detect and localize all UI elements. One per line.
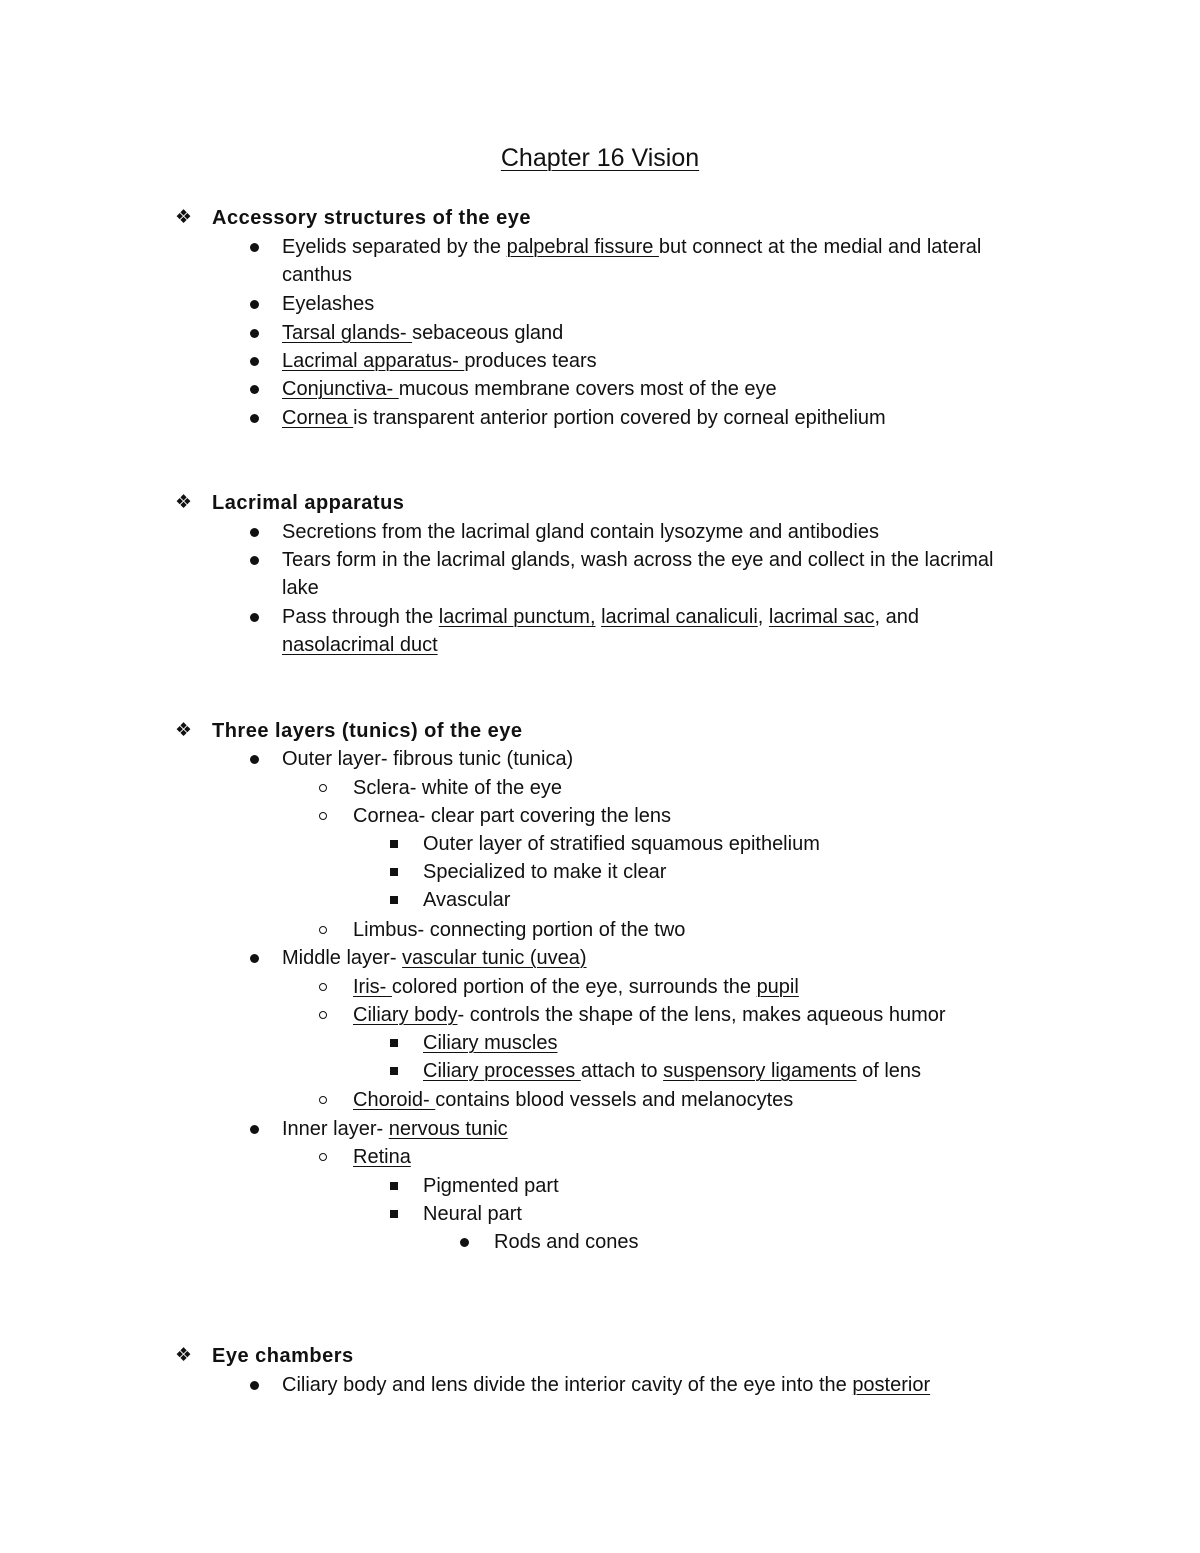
list-item: Secretions from the lacrimal gland contain lysozyme and antibodies xyxy=(282,521,879,543)
bullet-dot-icon xyxy=(250,347,259,375)
bullet-dot-icon xyxy=(250,944,259,972)
bullet-square-icon xyxy=(390,1029,398,1057)
section-heading: Eye chambers xyxy=(212,1345,354,1367)
list-item: Pass through the lacrimal punctum, lacrimal canaliculi, lacrimal sac, and xyxy=(282,606,919,628)
diamond-bullet-icon: ❖ xyxy=(175,1345,193,1366)
list-item: Ciliary body and lens divide the interior cavity of the eye into the posterior xyxy=(282,1374,931,1396)
list-item: Eyelashes xyxy=(282,293,375,315)
bullet-dot-icon xyxy=(250,1371,259,1399)
list-item-continuation: lake xyxy=(282,577,319,599)
section-heading: Accessory structures of the eye xyxy=(212,207,531,229)
bullet-circle-icon xyxy=(319,973,327,1001)
bullet-square-icon xyxy=(390,858,398,886)
bullet-dot-icon xyxy=(250,404,259,432)
bullet-circle-icon xyxy=(319,1086,327,1114)
list-item: Sclera- white of the eye xyxy=(353,777,562,799)
list-item: Cornea- clear part covering the lens xyxy=(353,805,671,827)
list-item: Ciliary body- controls the shape of the lens, makes aqueous humor xyxy=(353,1004,946,1026)
list-item: Tears form in the lacrimal glands, wash across the eye and collect in the lacrimal xyxy=(282,549,994,571)
list-item: Ciliary processes attach to suspensory ligaments of lens xyxy=(423,1060,922,1082)
bullet-dot-icon xyxy=(250,603,259,631)
bullet-dot-icon xyxy=(250,745,259,773)
bullet-square-icon xyxy=(390,1200,398,1228)
bullet-dot-icon xyxy=(250,518,259,546)
list-item-continuation: nasolacrimal duct xyxy=(282,634,438,656)
list-item: Inner layer- nervous tunic xyxy=(282,1118,508,1140)
list-item: Specialized to make it clear xyxy=(423,861,667,883)
list-item: Limbus- connecting portion of the two xyxy=(353,919,686,941)
bullet-square-icon xyxy=(390,830,398,858)
list-item: Rods and cones xyxy=(494,1231,639,1253)
list-item: Pigmented part xyxy=(423,1175,559,1197)
bullet-dot-icon xyxy=(250,546,259,574)
list-item: Outer layer of stratified squamous epithelium xyxy=(423,833,820,855)
section-heading: Three layers (tunics) of the eye xyxy=(212,720,523,742)
title-text: Chapter 16 Vision xyxy=(500,144,700,172)
bullet-circle-icon xyxy=(319,916,327,944)
list-item: Conjunctiva- mucous membrane covers most of the eye xyxy=(282,378,777,400)
list-item: Neural part xyxy=(423,1203,522,1225)
bullet-square-icon xyxy=(390,1057,398,1085)
bullet-square-icon xyxy=(390,1172,398,1200)
bullet-circle-icon xyxy=(319,1143,327,1171)
list-item-continuation: canthus xyxy=(282,264,353,286)
bullet-circle-icon xyxy=(319,774,327,802)
page-title xyxy=(0,140,1200,176)
list-item: Outer layer- fibrous tunic (tunica) xyxy=(282,748,574,770)
list-item: Cornea is transparent anterior portion covered by corneal epithelium xyxy=(282,407,886,429)
bullet-circle-icon xyxy=(319,1001,327,1029)
bullet-circle-icon xyxy=(319,802,327,830)
bullet-dot-icon xyxy=(460,1228,469,1256)
list-item: Retina xyxy=(353,1146,411,1168)
list-item: Ciliary muscles xyxy=(423,1032,558,1054)
list-item: Avascular xyxy=(423,889,511,911)
section-heading: Lacrimal apparatus xyxy=(212,492,405,514)
bullet-square-icon xyxy=(390,886,398,914)
list-item: Lacrimal apparatus- produces tears xyxy=(282,350,597,372)
list-item: Eyelids separated by the palpebral fissure but connect at the medial and lateral xyxy=(282,236,982,258)
bullet-dot-icon xyxy=(250,290,259,318)
list-item: Middle layer- vascular tunic (uvea) xyxy=(282,947,587,969)
diamond-bullet-icon: ❖ xyxy=(175,720,193,741)
bullet-dot-icon xyxy=(250,233,259,261)
diamond-bullet-icon: ❖ xyxy=(175,492,193,513)
bullet-dot-icon xyxy=(250,375,259,403)
list-item: Tarsal glands- sebaceous gland xyxy=(282,322,564,344)
diamond-bullet-icon: ❖ xyxy=(175,207,193,228)
bullet-dot-icon xyxy=(250,319,259,347)
bullet-dot-icon xyxy=(250,1115,259,1143)
list-item: Choroid- contains blood vessels and melanocytes xyxy=(353,1089,794,1111)
list-item: Iris- colored portion of the eye, surrounds the pupil xyxy=(353,976,799,998)
